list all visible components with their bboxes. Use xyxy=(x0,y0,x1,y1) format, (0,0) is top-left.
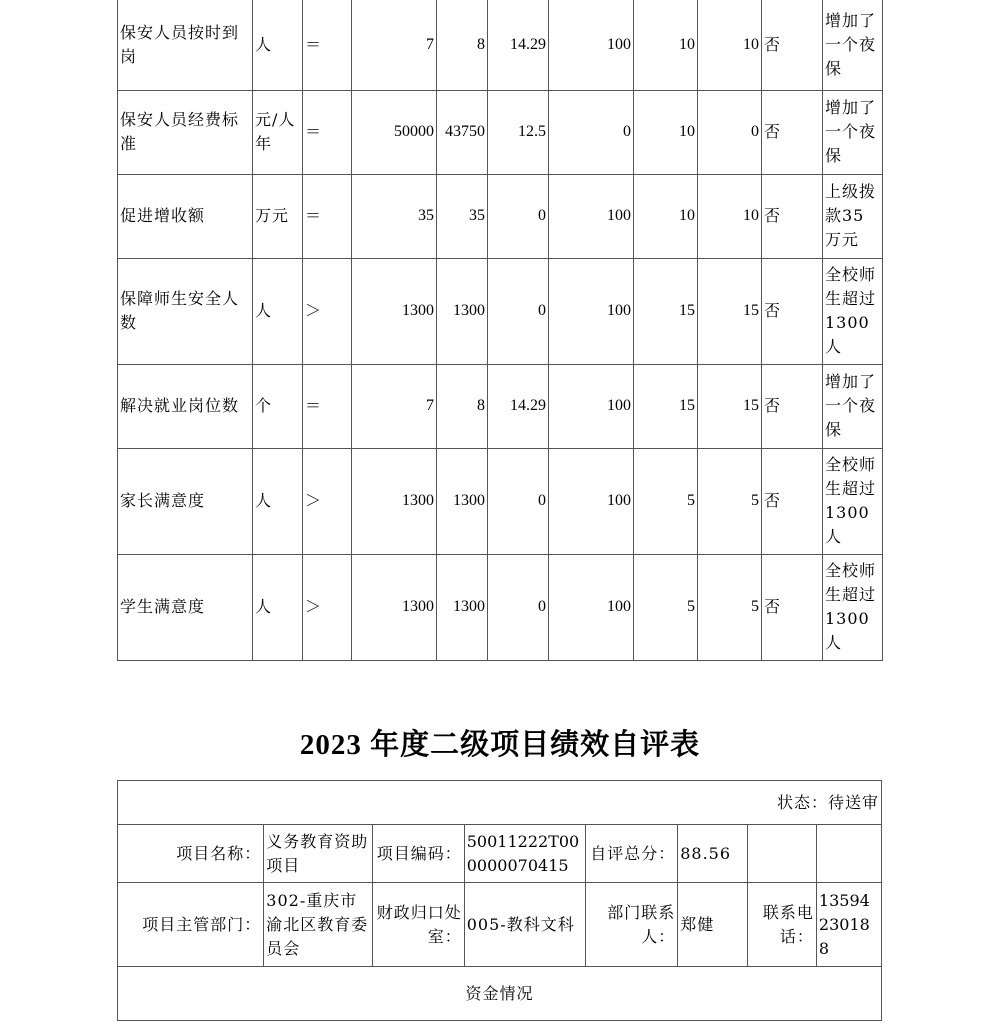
indicator-score-rate: 100 xyxy=(549,554,634,660)
indicator-score-rate: 100 xyxy=(549,258,634,364)
contact-value: 郑健 xyxy=(678,883,747,967)
indicator-actual: 43750 xyxy=(437,90,488,174)
indicator-score: 10 xyxy=(698,0,762,90)
indicator-note: 全校师生超过1300人 xyxy=(823,258,883,364)
indicator-deviation: 0 xyxy=(488,554,549,660)
indicator-flag: 否 xyxy=(762,0,823,90)
indicator-deviation: 0 xyxy=(488,174,549,258)
indicator-flag: 否 xyxy=(762,448,823,554)
indicator-operator: ＝ xyxy=(303,90,352,174)
indicator-weight: 15 xyxy=(634,258,698,364)
indicator-score: 10 xyxy=(698,174,762,258)
table-row xyxy=(118,90,883,174)
performance-indicator-table xyxy=(117,0,883,661)
indicator-note: 全校师生超过1300人 xyxy=(823,554,883,660)
project-code-label: 项目编码： xyxy=(372,825,464,883)
indicator-name: 解决就业岗位数 xyxy=(118,364,253,448)
page-title: 2023 年度二级项目绩效自评表 xyxy=(299,729,701,761)
indicator-score-rate: 100 xyxy=(549,0,634,90)
indicator-score: 15 xyxy=(698,364,762,448)
indicator-operator: ＝ xyxy=(303,174,352,258)
indicator-flag: 否 xyxy=(762,174,823,258)
indicator-note: 增加了一个夜保 xyxy=(823,364,883,448)
funds-section-header: 资金情况 xyxy=(118,967,882,1021)
indicator-name: 学生满意度 xyxy=(118,554,253,660)
indicator-operator: ＞ xyxy=(303,258,352,364)
finance-value: 005-教科文科 xyxy=(464,883,585,967)
self-evaluation-table xyxy=(117,780,882,1021)
table-row xyxy=(118,364,883,448)
indicator-unit: 人 xyxy=(253,554,303,660)
indicator-score: 5 xyxy=(698,554,762,660)
indicator-deviation: 0 xyxy=(488,448,549,554)
indicator-name: 保障师生安全人数 xyxy=(118,258,253,364)
indicator-deviation: 14.29 xyxy=(488,364,549,448)
contact-label: 部门联系人： xyxy=(586,883,678,967)
indicator-operator: ＝ xyxy=(303,364,352,448)
indicator-score: 0 xyxy=(698,90,762,174)
indicator-score: 15 xyxy=(698,258,762,364)
indicator-target: 1300 xyxy=(352,448,437,554)
indicator-note: 增加了一个夜保 xyxy=(823,90,883,174)
indicator-unit: 人 xyxy=(253,448,303,554)
indicator-name: 保安人员经费标准 xyxy=(118,90,253,174)
indicator-weight: 15 xyxy=(634,364,698,448)
indicator-target: 7 xyxy=(352,0,437,90)
dept-label: 项目主管部门： xyxy=(118,883,264,967)
project-name-label: 项目名称： xyxy=(118,825,264,883)
indicator-weight: 10 xyxy=(634,174,698,258)
indicator-unit: 人 xyxy=(253,258,303,364)
indicator-score-rate: 100 xyxy=(549,174,634,258)
indicator-operator: ＝ xyxy=(303,0,352,90)
indicator-score: 5 xyxy=(698,448,762,554)
indicator-target: 35 xyxy=(352,174,437,258)
indicator-target: 50000 xyxy=(352,90,437,174)
indicator-actual: 8 xyxy=(437,364,488,448)
indicator-unit: 元/人年 xyxy=(253,90,303,174)
phone-label: 联系电话： xyxy=(747,883,816,967)
indicator-deviation: 12.5 xyxy=(488,90,549,174)
indicator-deviation: 0 xyxy=(488,258,549,364)
indicator-target: 1300 xyxy=(352,554,437,660)
table-row xyxy=(118,0,883,90)
indicator-actual: 1300 xyxy=(437,554,488,660)
indicator-score-rate: 0 xyxy=(549,90,634,174)
indicator-name: 保安人员按时到岗 xyxy=(118,0,253,90)
indicator-note: 全校师生超过1300人 xyxy=(823,448,883,554)
table-row xyxy=(118,174,883,258)
indicator-score-rate: 100 xyxy=(549,364,634,448)
indicator-actual: 35 xyxy=(437,174,488,258)
project-code-value: 50011222T000000070415 xyxy=(464,825,585,883)
indicator-score-rate: 100 xyxy=(549,448,634,554)
indicator-operator: ＞ xyxy=(303,448,352,554)
table-row xyxy=(118,448,883,554)
indicator-weight: 10 xyxy=(634,90,698,174)
indicator-actual: 8 xyxy=(437,0,488,90)
project-name-value: 义务教育资助项目 xyxy=(264,825,372,883)
indicator-weight: 5 xyxy=(634,554,698,660)
indicator-unit: 个 xyxy=(253,364,303,448)
indicator-unit: 万元 xyxy=(253,174,303,258)
indicator-actual: 1300 xyxy=(437,258,488,364)
indicator-weight: 10 xyxy=(634,0,698,90)
indicator-flag: 否 xyxy=(762,258,823,364)
dept-value: 302-重庆市渝北区教育委员会 xyxy=(264,883,372,967)
indicator-note: 上级拨款35万元 xyxy=(823,174,883,258)
indicator-weight: 5 xyxy=(634,448,698,554)
indicator-target: 1300 xyxy=(352,258,437,364)
table-row xyxy=(118,554,883,660)
empty-cell xyxy=(747,825,816,883)
indicator-operator: ＞ xyxy=(303,554,352,660)
phone-value: 13594230188 xyxy=(816,883,881,967)
indicator-flag: 否 xyxy=(762,554,823,660)
table-row xyxy=(118,258,883,364)
indicator-flag: 否 xyxy=(762,364,823,448)
finance-label: 财政归口处室： xyxy=(372,883,464,967)
indicator-target: 7 xyxy=(352,364,437,448)
score-label: 自评总分： xyxy=(586,825,678,883)
indicator-name: 促进增收额 xyxy=(118,174,253,258)
indicator-note: 增加了一个夜保 xyxy=(823,0,883,90)
empty-cell xyxy=(816,825,881,883)
status-badge: 状态：待送审 xyxy=(118,781,882,825)
indicator-deviation: 14.29 xyxy=(488,0,549,90)
indicator-name: 家长满意度 xyxy=(118,448,253,554)
indicator-actual: 1300 xyxy=(437,448,488,554)
score-value: 88.56 xyxy=(678,825,747,883)
indicator-unit: 人 xyxy=(253,0,303,90)
indicator-flag: 否 xyxy=(762,90,823,174)
